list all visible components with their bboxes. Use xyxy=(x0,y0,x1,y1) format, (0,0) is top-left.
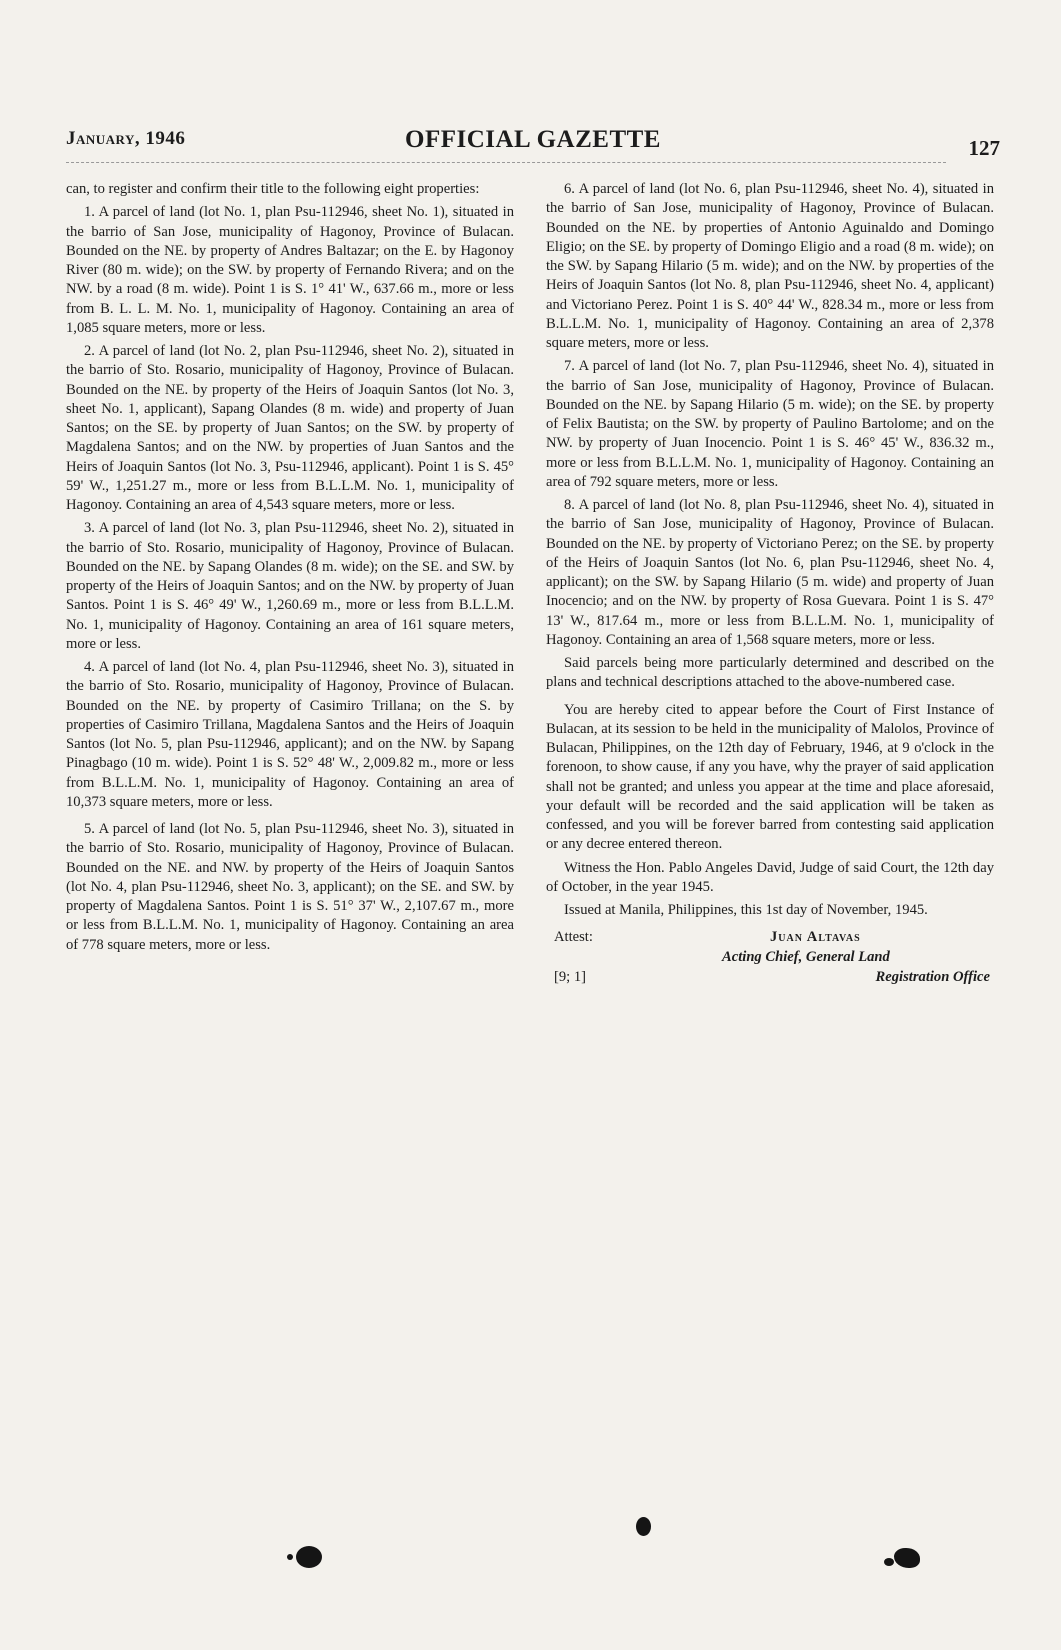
page-header xyxy=(66,126,1000,166)
issued-paragraph: Issued at Manila, Philippines, this 1st day of November, 1945. xyxy=(564,902,928,918)
left-column xyxy=(66,180,514,959)
parcel-7-paragraph: 7. A parcel of land (lot No. 7, plan Psu-112946, sheet No. 4), situated in the barrio of San Jose, municipality of Hagonoy, Province of Bulacan. Bounded on the NE. by Sapang Hilario (5 m. wide); on the SE. by property of Felix Bautista; on the SW. by property of Paulino Bartolome; and on the NW. by property of Juan Inocencio. Point 1 is S. 46° 45' W., 836.32 m., more or less from B.L.L.M. No. 1, municipality of Hagonoy. Containing an area of 792 square meters, more or less. xyxy=(546,358,994,490)
signatory-name: Juan Altavas xyxy=(770,929,861,946)
parcel-8-paragraph: 8. A parcel of land (lot No. 8, plan Psu-112946, sheet No. 4), situated in the barrio of San Jose, municipality of Hagonoy, Province of Bulacan. Bounded on the NE. by property of Victoriano Perez; on the SE. by property of the Heirs of Joaquin Santos (lot No. 6, plan Psu-112946, sheet No. 4, applicant); on the SW. by Sapang Hilario (5 m. wide) and property of Juan Inocencio; and on the NW. by property of Rosa Guevara. Point 1 is S. 47° 13' W., 817.64 m., more or less from B.L.L.M. No. 1, municipality of Hagonoy. Containing an area of 1,568 square meters, more or less. xyxy=(546,497,994,648)
signatory-role-line1: Acting Chief, General Land xyxy=(722,949,890,966)
ink-dot-right xyxy=(884,1558,894,1566)
signatory-role-line2: Registration Office xyxy=(875,969,990,986)
issue-date: January, 1946 xyxy=(66,128,186,149)
ink-blot-right xyxy=(894,1548,920,1568)
attest-label: Attest: xyxy=(554,929,593,946)
parcel-6-paragraph: 6. A parcel of land (lot No. 6, plan Psu-112946, sheet No. 4), situated in the barrio of San Jose, municipality of Hagonoy, Province of Bulacan. Bounded on the NE. by properties of Antonio Aguinaldo and Domingo Eligio; on the SE. by property of Domingo Eligio and a road (8 m. wide); on the SW. by Sapang Hilario (5 m. wide); and on the NW. by properties of the Heirs of Joaquin Santos (lot No. 8, plan Psu-112946, sheet No. 4, applicant) and Victoriano Perez. Point 1 is S. 40° 44' W., 828.34 m., more or less from B.L.L.M. No. 1, municipality of Hagonoy. Containing an area of 2,378 square meters, more or less. xyxy=(546,181,994,351)
parcel-3-paragraph: 3. A parcel of land (lot No. 3, plan Psu-112946, sheet No. 2), situated in the barrio of Sto. Rosario, municipality of Hagonoy, Province of Bulacan. Bounded on the NE. by Sapang Olandes (8 m. wide); on the SE. and SW. by property of the Heirs of Joaquin Santos; and on the NW. by property of Juan Santos. Point 1 is S. 46° 49' W., 1,260.69 m., more or less from B.L.L.M. No. 1, municipality of Hagonoy. Containing an area of 161 square meters, more or less. xyxy=(66,520,514,652)
reference-code: [9; 1] xyxy=(554,969,587,986)
intro-paragraph: can, to register and confirm their title to the following eight properties: xyxy=(66,181,480,197)
parcel-5-paragraph: 5. A parcel of land (lot No. 5, plan Psu-112946, sheet No. 3), situated in the barrio of Sto. Rosario, municipality of Hagonoy, Province of Bulacan. Bounded on the NE. and NW. by property of the Heirs of Joaquin Santos (lot No. 4, plan Psu-112946, sheet No. 3, applicant); on the SE. and SW. by property of Magdalena Santos. Point 1 is S. 51° 37' W., 2,107.67 m., more or less from B.L.L.M. No. 1, municipality of Hagonoy. Containing an area of 778 square meters, more or less. xyxy=(66,821,514,953)
citation-paragraph: You are hereby cited to appear before the Court of First Instance of Bulacan, at its session to be held in the municipality of Malolos, Province of Bulacan, Philippines, on the 12th day of February, 1946, at 9 o'clock in the forenoon, to show cause, if any you have, why the prayer of said application shall not be granted; and unless you appear at the time and place aforesaid, your default will be recorded and the said application will be taken as confessed, and you will be forever barred from contesting said application or any decree entered thereon. xyxy=(546,701,994,853)
parcel-4-paragraph: 4. A parcel of land (lot No. 4, plan Psu-112946, sheet No. 3), situated in the barrio of Sto. Rosario, municipality of Hagonoy, Province of Bulacan. Bounded on the NE. by property of Casimiro Trillana; on the S. by properties of Casimiro Trillana, Magdalena Santos and the Heirs of Joaquin Santos (lot No. 5, plan Psu-112946, applicant); and on the NW. by Sapang Pinagbago (10 m. wide). Point 1 is S. 52° 48' W., 2,009.82 m., more or less from B.L.L.M. No. 1, municipality of Hagonoy. Containing an area of 10,373 square meters, more or less. xyxy=(66,659,514,810)
header-rule xyxy=(66,162,946,163)
ink-blot-center xyxy=(636,1517,651,1536)
signature-block xyxy=(546,928,994,1006)
publication-title: OFFICIAL GAZETTE xyxy=(405,126,661,153)
determination-paragraph: Said parcels being more particularly determined and described on the plans and technical descriptions attached to the above-numbered case. xyxy=(546,655,994,691)
witness-paragraph: Witness the Hon. Pablo Angeles David, Judge of said Court, the 12th day of October, in the year 1945. xyxy=(546,859,994,895)
ink-dot-left xyxy=(287,1554,293,1560)
right-column xyxy=(546,180,994,1006)
parcel-2-paragraph: 2. A parcel of land (lot No. 2, plan Psu-112946, sheet No. 2), situated in the barrio of Sto. Rosario, municipality of Hagonoy, Province of Bulacan. Bounded on the NE. by property of the Heirs of Joaquin Santos (lot No. 3, sheet No. 1, applicant), Sapang Olandes (8 m. wide) and property of Juan Santos; on the SE. by property of Juan Santos; on the SW. by property of Magdalena Santos; and on the NW. by properties of Juan Santos and the Heirs of Joaquin Santos (lot No. 3, Psu-112946, applicant). Point 1 is S. 45° 59' W., 1,251.27 m., more or less from B.L.L.M. No. 1, municipality of Hagonoy. Containing an area of 4,543 square meters, more or less. xyxy=(66,343,514,513)
parcel-1-paragraph: 1. A parcel of land (lot No. 1, plan Psu-112946, sheet No. 1), situated in the barrio of San Jose, municipality of Hagonoy, Province of Bulacan. Bounded on the NE. by property of Andres Baltazar; on the E. by Hagonoy River (80 m. wide); on the SW. by property of Fernando Rivera; and on the NW. by a road (8 m. wide). Point 1 is S. 1° 41' W., 637.66 m., more or less from B. L. L. M. No. 1, municipality of Hagonoy. Containing an area of 1,085 square meters, more or less. xyxy=(66,204,514,336)
page-number: 127 xyxy=(968,136,1000,160)
ink-blot-left xyxy=(296,1546,322,1568)
